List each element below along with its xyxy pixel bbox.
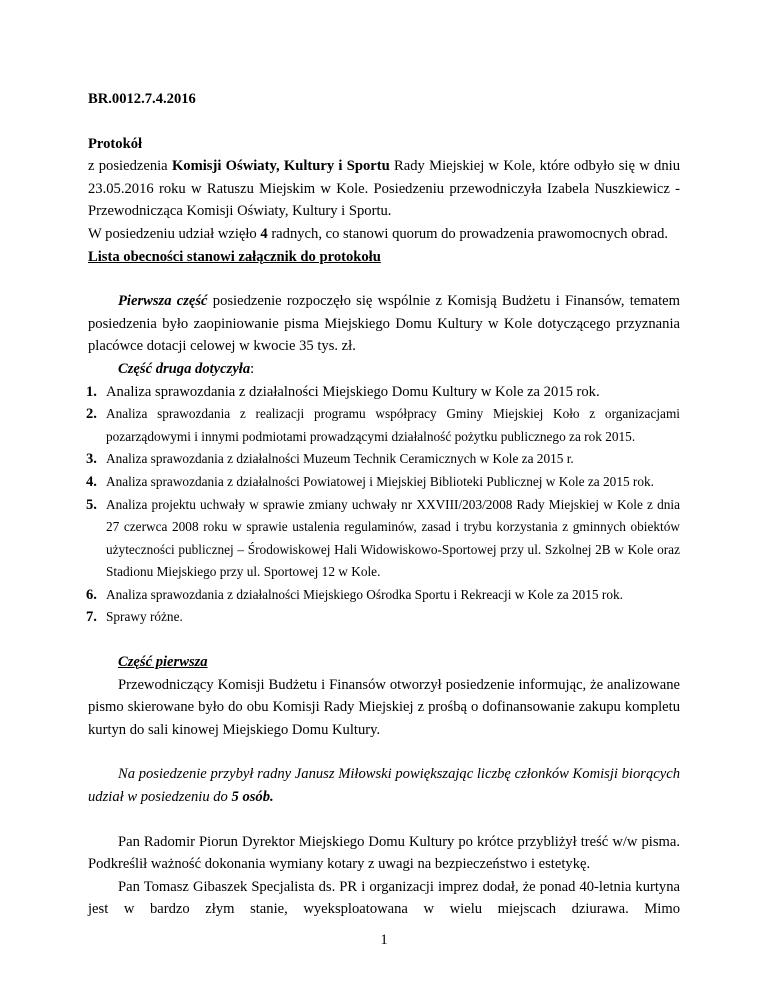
second-part-label: Część druga dotyczyła: [118, 360, 255, 377]
director-paragraph: Pan Radomir Piorun Dyrektor Miejskiego Domu Kultury po krótce przybliżył treść w/w pisma. Podkreślił ważność dokonania wymiany kotary z uwagi na bezpieczeństwo i estetykę. [88, 833, 680, 873]
protocol-intro: z posiedzenia Komisji Oświaty, Kultury i Sportu Rady Miejskiej w Kole, które odbyło się w dniu 23.05.2016 roku w Ratuszu Miejskim w Kole. Posiedzeniu przewodniczyła Izabela Nuszkiewicz - Przewodnicząca Komisji Oświaty, Kultury i Sportu. [88, 158, 680, 220]
attendance-note: Lista obecności stanowi załącznik do protokołu [88, 248, 381, 265]
protocol-attendance-count: W posiedzeniu udział wzięło 4 radnych, co stanowi quorum do prowadzenia prawomocnych obrad. [88, 225, 669, 242]
agenda-item: 3. Analiza sprawozdania z działalności Muzeum Technik Ceramicznych w Kole za 2015 r. [86, 451, 574, 468]
page-number: 1 [380, 932, 388, 948]
protocol-title: Protokół [88, 135, 143, 152]
agenda-item: 7. Sprawy różne. [86, 609, 183, 626]
agenda-item: 2. Analiza sprawozdania z realizacji programu współpracy Gminy Miejskiej Koło z organizacjami pozarządowymi i innymi podmiotami prowadzącymi działalność pożytku publicznego za rok 2015. [86, 406, 680, 444]
agenda-item: 6. Analiza sprawozdania z działalności Miejskiego Ośrodka Sportu i Rekreacji w Kole za 2015 rok. [86, 586, 623, 603]
agenda-item: 4. Analiza sprawozdania z działalności Powiatowej i Miejskiej Biblioteki Publicznej w Kole za 2015 rok. [86, 473, 654, 490]
part-one-heading: Część pierwsza [118, 654, 208, 671]
pr-specialist-paragraph: Pan Tomasz Gibaszek Specjalista ds. PR i organizacji imprez dodał, że ponad 40-letnia kurtyna jest w bardzo złym stanie, wyeksploatowana w wielu miejscach dziurawa. Mimo [88, 878, 680, 918]
document-reference: BR.0012.7.4.2016 [88, 91, 196, 107]
first-part-paragraph: Pierwsza część posiedzenie rozpoczęło się wspólnie z Komisją Budżetu i Finansów, tematem posiedzenia było zaopiniowanie pisma Miejskiego Domu Kultury w Kole dotyczącego przyznania placówce dotacji celowej w kwocie 35 tys. zł. [88, 293, 680, 355]
agenda-item: 1. Analiza sprawozdania z działalności Miejskiego Domu Kultury w Kole za 2015 rok. [86, 383, 600, 400]
part-one-text: Przewodniczący Komisji Budżetu i Finansów otworzył posiedzenie informując, że analizowane pismo skierowane było do obu Komisji Rady Miejskiej z prośbą o dofinansowanie zakupu kompletu kurtyn do sali kinowej Miejskiego Domu Kultury. [88, 676, 680, 738]
agenda-list [88, 381, 680, 630]
document-body [88, 88, 680, 921]
member-arrival-note: Na posiedzenie przybył radny Janusz Miłowski powiększając liczbę członków Komisji biorących udział w posiedzeniu do 5 osób. [88, 766, 680, 806]
agenda-item: 5. Analiza projektu uchwały w sprawie zmiany uchwały nr XXVIII/203/2008 Rady Miejskiej w Kole z dnia 27 czerwca 2008 roku w sprawie ustalenia regulaminów, zasad i trybu korzystania z gminnych obiektów użyteczności publicznej – Środowiskowej Hali Widowiskowo-Sportowej przy ul. Szkolnej 2B w Kole oraz Stadionu Miejskiego przy ul. Sportowej 12 w Kole. [86, 496, 680, 580]
